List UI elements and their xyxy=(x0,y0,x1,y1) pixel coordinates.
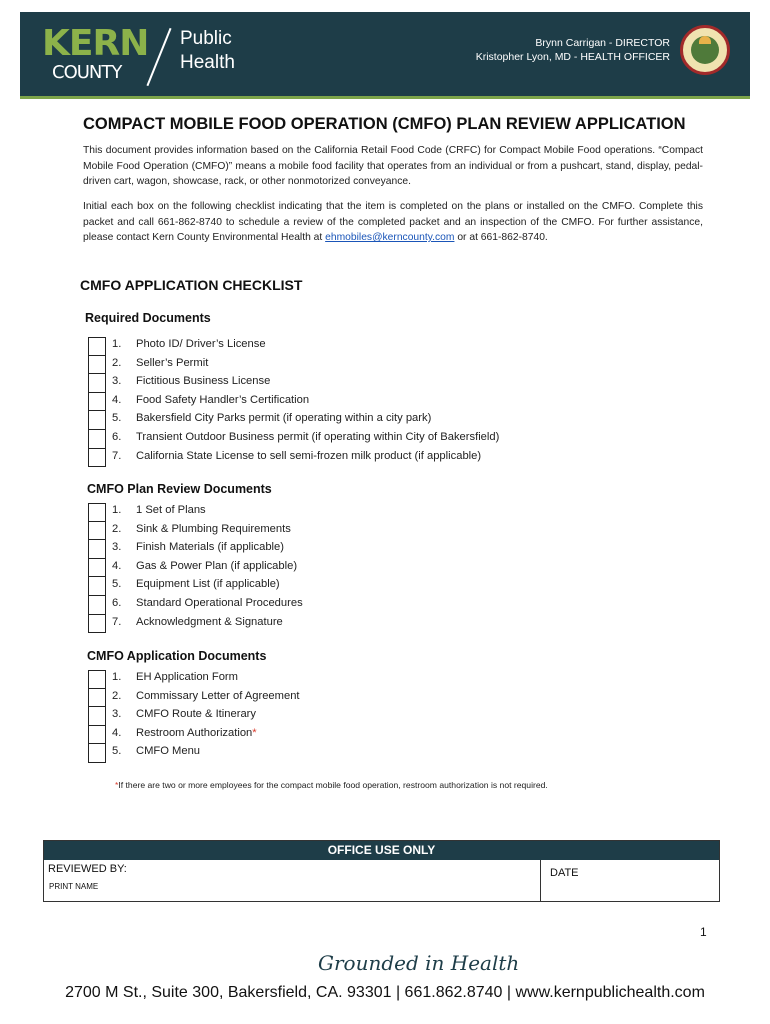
item-label: Bakersfield City Parks permit (if operating within a city park) xyxy=(136,412,432,425)
checklist-title: CMFO APPLICATION CHECKLIST xyxy=(80,277,303,293)
checkbox[interactable] xyxy=(88,744,106,763)
item-label: EH Application Form xyxy=(136,671,238,683)
health-officer-name: Kristopher Lyon, MD - HEALTH OFFICER xyxy=(475,51,670,63)
item-label: Sink & Plumbing Requirements xyxy=(136,522,291,535)
checkbox[interactable] xyxy=(88,540,106,559)
item-label: Finish Materials (if applicable) xyxy=(136,541,284,554)
checkbox[interactable] xyxy=(88,707,106,726)
checkbox[interactable] xyxy=(88,393,106,412)
date-label: DATE xyxy=(550,867,579,879)
checkbox[interactable] xyxy=(88,356,106,375)
item-number: 5. xyxy=(112,412,122,425)
item-label: Food Safety Handler’s Certification xyxy=(136,393,310,406)
checkbox[interactable] xyxy=(88,374,106,393)
item-number: 2. xyxy=(112,522,122,535)
checkbox[interactable] xyxy=(88,596,106,615)
item-label: Photo ID/ Driver’s License xyxy=(136,338,266,350)
checkbox[interactable] xyxy=(88,430,106,449)
checkbox[interactable] xyxy=(88,503,106,522)
item-label: Fictitious Business License xyxy=(136,375,271,388)
footer-address: 2700 M St., Suite 300, Bakersfield, CA. 93301 | 661.862.8740 | www.kernpublichealth.com xyxy=(65,984,705,1001)
logo-public-text: Public xyxy=(180,28,232,49)
item-number: 3. xyxy=(112,541,122,554)
checkbox[interactable] xyxy=(88,726,106,745)
item-number: 7. xyxy=(112,615,122,628)
required-documents-heading: Required Documents xyxy=(85,311,211,325)
item-number: 7. xyxy=(112,449,122,462)
item-label: Standard Operational Procedures xyxy=(136,596,303,609)
checkbox[interactable] xyxy=(88,577,106,596)
staff-names xyxy=(476,36,670,64)
item-number: 5. xyxy=(112,578,122,591)
header-banner xyxy=(20,12,750,99)
checkbox[interactable] xyxy=(88,670,106,689)
checkbox[interactable] xyxy=(88,522,106,541)
county-logo-text: COUNTY xyxy=(52,62,122,83)
logo-health-text: Health xyxy=(180,52,235,73)
item-number: 2. xyxy=(112,689,122,702)
contact-email-link[interactable]: ehmobiles@kerncounty.com xyxy=(325,232,455,243)
public-health-logo xyxy=(180,27,235,75)
instructions-paragraph xyxy=(83,199,703,246)
grounded-in-health-tagline: Grounded in Health xyxy=(318,951,520,975)
checkbox[interactable] xyxy=(88,689,106,708)
kern-logo-text: KERN xyxy=(42,23,149,64)
item-number: 2. xyxy=(112,356,122,369)
reviewed-by-label: REVIEWED BY: xyxy=(48,863,127,875)
item-number: 1. xyxy=(112,338,122,350)
item-number: 1. xyxy=(112,504,122,516)
logo-divider xyxy=(146,28,171,86)
item-number: 1. xyxy=(112,671,122,683)
footnote-asterisk: * xyxy=(115,780,119,790)
item-number: 6. xyxy=(112,596,122,609)
contact-tail: or at 661-862-8740. xyxy=(457,232,548,243)
item-number: 3. xyxy=(112,375,122,388)
restroom-label: Restroom Authorization xyxy=(136,726,253,739)
print-name-label: PRINT NAME xyxy=(49,882,99,891)
item-label: Seller’s Permit xyxy=(136,356,209,369)
item-label: California State License to sell semi-frozen milk product (if applicable) xyxy=(136,449,482,462)
item-label: 1 Set of Plans xyxy=(136,504,206,516)
item-label: CMFO Route & Itinerary xyxy=(136,708,256,721)
item-label: Commissary Letter of Agreement xyxy=(136,689,300,702)
county-seal-icon xyxy=(680,25,730,75)
instructions-text: Initial each box on the following checklist indicating that the item is completed on the plans or installed on the CMFO. Complete this packet and call 661-862-8740 to schedule a review of the completed packet and an inspection of the CMFO. For further assistance, please contact Kern County Environmental Health at xyxy=(83,201,703,243)
checkbox[interactable] xyxy=(88,337,106,356)
item-number: 4. xyxy=(112,559,122,572)
office-use-table xyxy=(43,840,720,902)
checkbox[interactable] xyxy=(88,411,106,430)
item-label: Transient Outdoor Business permit (if operating within City of Bakersfield) xyxy=(136,430,500,443)
restroom-footnote xyxy=(115,780,548,790)
item-label: Acknowledgment & Signature xyxy=(136,615,283,628)
item-label: CMFO Menu xyxy=(136,745,201,758)
office-divider xyxy=(540,860,541,902)
footnote-text: If there are two or more employees for the compact mobile food operation, restroom authorization is not required. xyxy=(118,780,548,790)
item-number: 5. xyxy=(112,745,122,758)
checkbox[interactable] xyxy=(88,449,106,468)
office-use-heading: OFFICE USE ONLY xyxy=(44,841,719,860)
page-number: 1 xyxy=(700,925,707,939)
item-label xyxy=(136,727,257,739)
item-number: 4. xyxy=(112,393,122,406)
document-title: COMPACT MOBILE FOOD OPERATION (CMFO) PLAN REVIEW APPLICATION xyxy=(83,115,686,133)
plan-review-heading: CMFO Plan Review Documents xyxy=(87,482,272,496)
seal-sun xyxy=(699,36,711,44)
item-number: 6. xyxy=(112,430,122,443)
checkbox[interactable] xyxy=(88,559,106,578)
application-documents-heading: CMFO Application Documents xyxy=(87,649,267,663)
item-label: Gas & Power Plan (if applicable) xyxy=(136,559,298,572)
intro-paragraph: This document provides information based on the California Retail Food Code (CRFC) for Compact Mobile Food operations. “Compact Mobile Food Operation (CMFO)” means a mobile food facility that operates from an individual or from a pushcart, stand, display, pedal-driven cart, wagon, showcase, rack, or other nonmotorized conveyance. xyxy=(83,145,703,187)
item-label: Equipment List (if applicable) xyxy=(136,578,280,591)
director-name: Brynn Carrigan - DIRECTOR xyxy=(535,37,670,49)
checkbox[interactable] xyxy=(88,615,106,634)
item-number: 4. xyxy=(112,726,122,739)
item-number: 3. xyxy=(112,708,122,721)
asterisk-marker: * xyxy=(252,726,257,739)
